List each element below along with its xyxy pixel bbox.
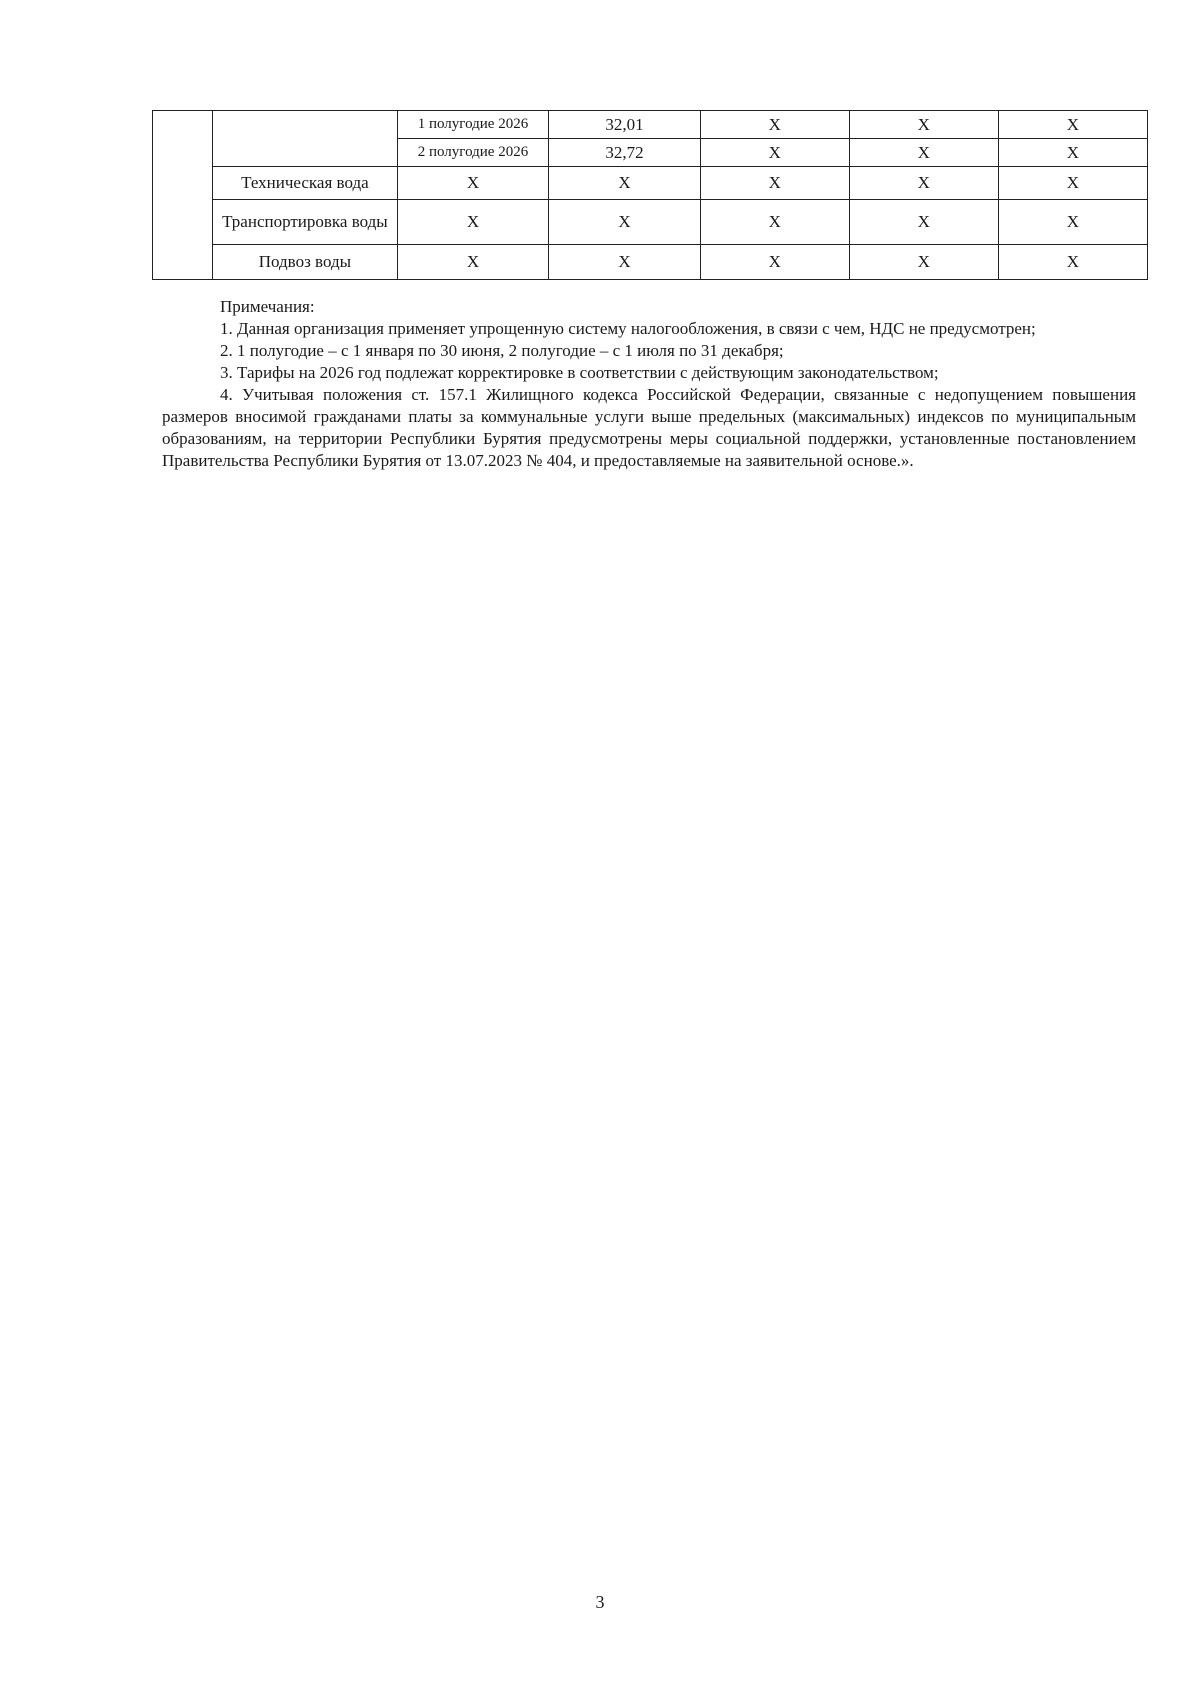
table-cell-value: 32,01 [549, 111, 700, 139]
table-cell-period: 2 полугодие 2026 [397, 139, 549, 167]
table-cell-x: Х [397, 167, 549, 200]
notes-title: Примечания: [220, 297, 315, 316]
table-cell-x: Х [998, 200, 1147, 245]
table-cell-x: Х [397, 200, 549, 245]
table-cell-service: Подвоз воды [213, 245, 397, 280]
table-cell-x: Х [998, 167, 1147, 200]
table-cell-x: Х [998, 245, 1147, 280]
table-cell-x: Х [998, 139, 1147, 167]
table-cell-x: Х [549, 167, 700, 200]
table-cell-x: Х [700, 245, 849, 280]
table-row [153, 200, 1148, 245]
table-cell-x: Х [849, 111, 998, 139]
table-cell-x: Х [700, 139, 849, 167]
table-cell-x: Х [849, 245, 998, 280]
table-cell-empty [213, 111, 397, 167]
table-cell-service: Техническая вода [213, 167, 397, 200]
table-row [153, 111, 1148, 139]
note-item: 1. Данная организация применяет упрощенную систему налогообложения, в связи с чем, НДС не предусмотрен; [220, 319, 1036, 338]
notes-section [162, 296, 1136, 472]
note-item: 3. Тарифы на 2026 год подлежат корректировке в соответствии с действующим законодательством; [220, 363, 939, 382]
table-row [153, 245, 1148, 280]
table-cell-service: Транспортировка воды [213, 200, 397, 245]
note-item: 2. 1 полугодие – с 1 января по 30 июня, 2 полугодие – с 1 июля по 31 декабря; [220, 341, 784, 360]
table-cell-x: Х [700, 200, 849, 245]
table-cell-x: Х [700, 111, 849, 139]
table-cell-x: Х [549, 245, 700, 280]
table-cell-x: Х [397, 245, 549, 280]
table-cell-x: Х [849, 200, 998, 245]
table-cell-x: Х [549, 200, 700, 245]
table-cell-empty [153, 111, 213, 280]
table-cell-value: 32,72 [549, 139, 700, 167]
page-number: 3 [595, 1592, 605, 1612]
table-cell-x: Х [849, 139, 998, 167]
table-row [153, 167, 1148, 200]
note-item: 4. Учитывая положения ст. 157.1 Жилищного кодекса Российской Федерации, связанные с недопущением повышения размеров вносимой гражданами платы за коммунальные услуги выше предельных (максимальных) индексов по муниципальным образованиям, на территории Республики Бурятия предусмотрены меры социальной поддержки, установленные постановлением Правительства Республики Бурятия от 13.07.2023 № 404, и предоставляемые на заявительной основе.». [162, 385, 1136, 470]
table-cell-x: Х [700, 167, 849, 200]
table-cell-x: Х [998, 111, 1147, 139]
table-cell-period: 1 полугодие 2026 [397, 111, 549, 139]
tariff-table [152, 110, 1148, 280]
table-cell-x: Х [849, 167, 998, 200]
